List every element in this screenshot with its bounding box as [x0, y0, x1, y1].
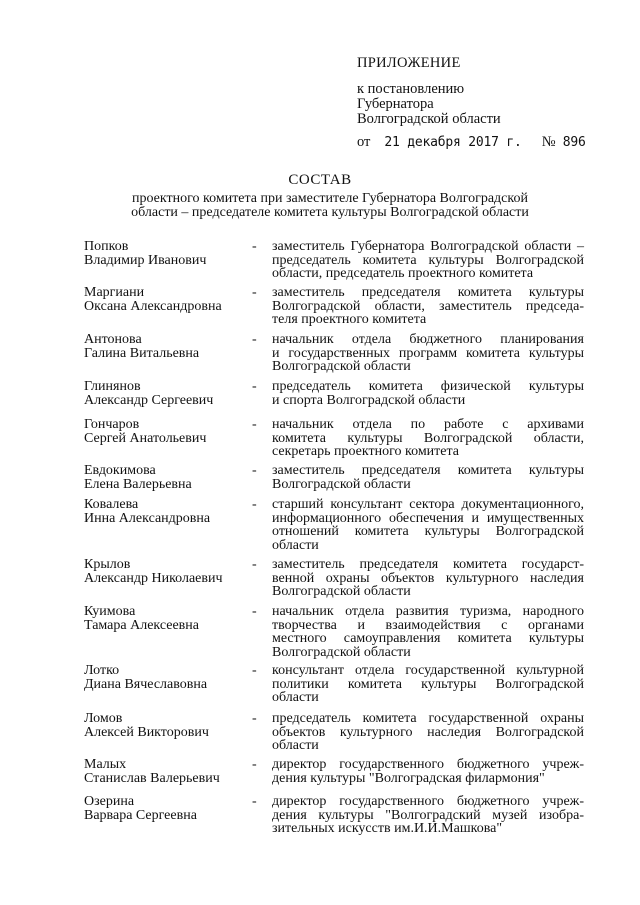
order-number-label: №	[541, 134, 556, 150]
appendix-line: Волгоградской области	[357, 111, 501, 127]
member-given-names: Тамара Алексеевна	[84, 617, 200, 633]
appendix-heading: ПРИЛОЖЕНИЕ	[357, 55, 461, 71]
member-name	[84, 286, 254, 313]
member-role-line: информационного обеспечения и имущественных	[272, 510, 584, 526]
member-dash: -	[252, 417, 257, 432]
member-role	[272, 380, 584, 407]
member-role-line: председатель комитета государственной охраны	[272, 711, 584, 726]
member-given-names: Сергей Анатольевич	[84, 430, 207, 446]
member-name	[84, 498, 254, 525]
member-role-line: консультант отдела государственной культурной	[272, 663, 584, 678]
member-dash: -	[252, 557, 257, 572]
member-name	[84, 418, 254, 445]
member-given-names: Александр Николаевич	[84, 570, 223, 586]
member-name	[84, 380, 254, 407]
member-surname: Лотко	[84, 663, 120, 678]
appendix-block	[357, 56, 501, 127]
member-given-names: Алексей Викторович	[84, 724, 209, 740]
member-role-line: венной охраны объектов культурного наследия	[272, 570, 584, 586]
member-name	[84, 333, 254, 360]
member-surname: Куимова	[84, 604, 136, 619]
member-role	[272, 558, 584, 599]
member-role	[272, 286, 584, 327]
member-role	[272, 333, 584, 374]
member-name	[84, 758, 254, 785]
member-role	[272, 240, 584, 281]
member-role-line: заместитель председателя комитета культуры	[272, 463, 584, 478]
subtitle-line: области – председателе комитета культуры Волгоградской области	[131, 205, 529, 220]
member-role-line: творчества и взаимодействия с органами	[272, 617, 584, 633]
member-role-line: дения культуры "Волгоградская филармония"	[272, 770, 545, 786]
member-role-line: Волгоградской области	[272, 644, 411, 660]
member-role-line: объектов культурного наследия Волгоградской	[272, 724, 584, 740]
member-dash: -	[252, 332, 257, 347]
member-role-line: Волгоградской области	[272, 359, 411, 374]
member-role-line: теля проектного комитета	[272, 312, 427, 327]
member-role-line: политики комитета культуры Волгоградской	[272, 676, 584, 692]
member-surname: Озерина	[84, 794, 135, 809]
order-reference	[357, 134, 586, 151]
member-role	[272, 464, 584, 491]
member-role-line: комитета культуры Волгоградской области,	[272, 430, 584, 446]
member-role	[272, 664, 584, 705]
member-role	[272, 498, 584, 552]
member-role-line: Волгоградской области, заместитель председа-	[272, 298, 584, 314]
member-given-names: Станислав Валерьевич	[84, 770, 220, 786]
member-role-line: области	[272, 537, 319, 553]
member-name	[84, 558, 254, 585]
member-role-line: начальник отдела развития туризма, народного	[272, 604, 584, 619]
member-surname: Глинянов	[84, 379, 141, 394]
member-surname: Попков	[84, 239, 129, 254]
member-role-line: Волгоградской области	[272, 584, 411, 599]
member-role-line: местного самоуправления комитета культуры	[272, 631, 584, 646]
member-given-names: Елена Валерьевна	[84, 476, 192, 492]
member-dash: -	[252, 497, 257, 512]
member-surname: Гончаров	[84, 417, 140, 432]
member-name	[84, 464, 254, 491]
member-given-names: Диана Вячеславовна	[84, 676, 208, 692]
member-role-line: зительных искусств им.И.И.Машкова"	[272, 821, 503, 836]
member-given-names: Оксана Александровна	[84, 298, 222, 314]
member-surname: Малых	[84, 757, 127, 772]
member-surname: Маргиани	[84, 285, 145, 300]
member-surname: Евдокимова	[84, 463, 156, 478]
member-given-names: Инна Александровна	[84, 510, 211, 526]
member-dash: -	[252, 757, 257, 772]
member-surname: Ковалева	[84, 497, 139, 512]
member-role-line: заместитель председателя комитета государст-	[272, 557, 584, 572]
appendix-line: к постановлению	[357, 81, 465, 97]
order-from-label: от	[357, 134, 371, 150]
member-role	[272, 712, 584, 753]
member-role-line: и государственных программ комитета культуры	[272, 345, 584, 361]
member-role-line: области	[272, 738, 319, 753]
member-role	[272, 605, 584, 659]
member-dash: -	[252, 285, 257, 300]
member-role-line: области, председатель проектного комитета	[272, 266, 534, 281]
member-dash: -	[252, 463, 257, 478]
order-number: 896	[562, 135, 586, 150]
member-role-line: и спорта Волгоградской области	[272, 392, 466, 408]
member-dash: -	[252, 794, 257, 809]
member-role	[272, 795, 584, 836]
member-dash: -	[252, 663, 257, 678]
member-role-line: заместитель председателя комитета культуры	[272, 285, 584, 300]
member-dash: -	[252, 604, 257, 619]
member-dash: -	[252, 379, 257, 394]
member-name	[84, 712, 254, 739]
member-role-line: дения культуры "Волгоградский музей изобра-	[272, 807, 584, 823]
document-subtitle	[100, 192, 560, 220]
member-role-line: старший консультант сектора документационного,	[272, 497, 584, 512]
member-role-line: области	[272, 690, 319, 705]
member-name	[84, 605, 254, 632]
member-role-line: директор государственного бюджетного учреж-	[272, 757, 584, 772]
subtitle-line: проектного комитета при заместителе Губернатора Волгоградской	[132, 191, 528, 206]
member-role-line: директор государственного бюджетного учреж-	[272, 794, 584, 809]
member-role	[272, 418, 584, 459]
member-role-line: председатель комитета культуры Волгоградской	[272, 252, 584, 268]
member-given-names: Варвара Сергеевна	[84, 807, 197, 823]
member-role-line: секретарь проектного комитета	[272, 444, 460, 459]
member-surname: Ломов	[84, 711, 123, 726]
member-role	[272, 758, 584, 785]
member-given-names: Галина Витальевна	[84, 345, 200, 361]
member-name	[84, 664, 254, 691]
member-dash: -	[252, 711, 257, 726]
member-role-line: начальник отдела бюджетного планирования	[272, 332, 584, 347]
member-role-line: Волгоградской области	[272, 476, 411, 492]
member-name	[84, 795, 254, 822]
member-role-line: отношений комитета культуры Волгоградской	[272, 524, 584, 539]
member-role-line: начальник отдела по работе с архивами	[272, 417, 584, 432]
member-given-names: Александр Сергеевич	[84, 392, 214, 408]
document-title: СОСТАВ	[288, 172, 352, 188]
member-role-line: заместитель Губернатора Волгоградской области –	[272, 239, 584, 254]
member-name	[84, 240, 254, 267]
appendix-line: Губернатора	[357, 96, 434, 112]
member-given-names: Владимир Иванович	[84, 252, 207, 268]
member-dash: -	[252, 239, 257, 254]
member-surname: Крылов	[84, 557, 131, 572]
order-date: 21 декабря 2017 г.	[384, 135, 522, 150]
member-surname: Антонова	[84, 332, 142, 347]
member-role-line: председатель комитета физической культуры	[272, 379, 584, 394]
